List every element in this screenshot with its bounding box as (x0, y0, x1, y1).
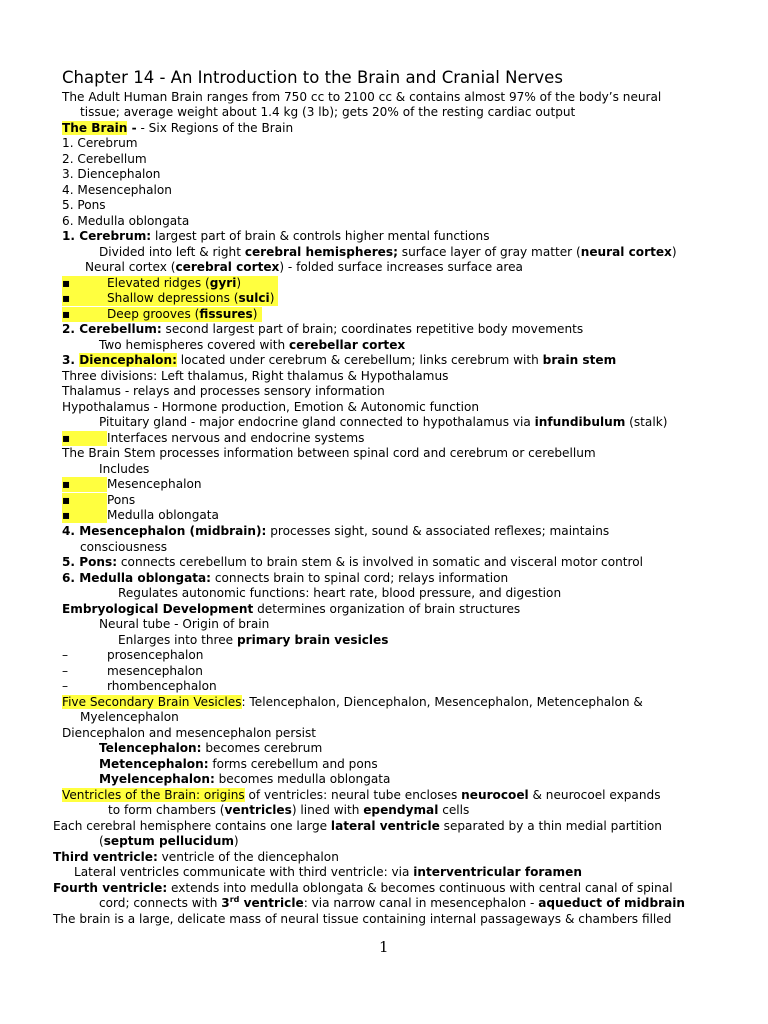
bold-term: ependymal (363, 803, 439, 817)
region-item: 6. Medulla oblongata (62, 214, 190, 228)
text-line: Three divisions: Left thalamus, Right thalamus & Hypothalamus (62, 369, 449, 383)
bold-term: primary brain vesicles (236, 633, 389, 647)
text-run: ventricle of the diencephalon (157, 850, 339, 864)
region-item: 4. Mesencephalon (62, 183, 172, 197)
text-run: extends into medulla oblongata & becomes continuous with central canal of spinal (167, 881, 673, 895)
bold-label: Fourth ventricle: (53, 881, 168, 895)
bold-term: cerebral hemispheres; (244, 245, 398, 259)
bold-term: sulci (238, 291, 270, 305)
text-run: Enlarges into three (118, 633, 237, 647)
bold-term: neurocoel (461, 788, 529, 802)
bold-label: 3. (62, 353, 80, 367)
bullet-icon: ▪ (62, 291, 71, 305)
third-ventricle-line (53, 850, 339, 865)
text-run: : Telencephalon, Diencephalon, Mesencephalon, Metencephalon & (241, 695, 643, 709)
text-run: Mesencephalon (107, 477, 202, 491)
text-run: second largest part of brain; coordinates repetitive body movements (161, 322, 584, 336)
text-line: Includes (99, 462, 150, 476)
text-run: cells (438, 803, 470, 817)
bold-term: interventricular foramen (413, 865, 582, 879)
ventricles-line-2 (108, 803, 469, 818)
text-run: ) (252, 307, 258, 321)
page-number: 1 (379, 938, 389, 956)
medulla-line (62, 571, 508, 586)
bold-term: aqueduct of midbrain (538, 896, 685, 910)
superscript: rd (229, 894, 240, 904)
dash-item (62, 664, 203, 679)
bullet-icon: ▪ (62, 431, 107, 446)
text-run: prosencephalon (107, 648, 204, 662)
text-run: surface layer of gray matter ( (397, 245, 581, 259)
text-run: - Six Regions of the Brain (136, 121, 294, 135)
page-title: Chapter 14 - An Introduction to the Brain and Cranial Nerves (62, 68, 563, 87)
text-run: Each cerebral hemisphere contains one large (53, 819, 331, 833)
text-run: determines organization of brain structures (253, 602, 521, 616)
septum-line (99, 834, 239, 849)
text-run: ) (269, 291, 275, 305)
text-run: mesencephalon (107, 664, 203, 678)
text-run: (stalk) (625, 415, 668, 429)
text-run: of ventricles: neural tube encloses (244, 788, 462, 802)
text-run: : via narrow canal in mesencephalon - (303, 896, 539, 910)
neural-cortex-line (85, 260, 523, 275)
text-run: ) (233, 834, 239, 848)
fourth-ventricle-line (53, 881, 704, 896)
text-line: consciousness (80, 540, 168, 554)
bullet-icon: ▪ (62, 276, 71, 290)
bold-term: cerebellar cortex (288, 338, 406, 352)
bold-term: brain stem (542, 353, 617, 367)
pons-line (62, 555, 643, 570)
text-run: Lateral ventricles communicate with third ventricle: via (74, 865, 414, 879)
text-run: Two hemispheres covered with (99, 338, 289, 352)
bold-label: 6. Medulla oblongata: (62, 571, 212, 585)
text-run: becomes cerebrum (201, 741, 323, 755)
bullet-icon: ▪ (62, 477, 107, 492)
text-line: Myelencephalon (80, 710, 179, 724)
bold-label: 5. Pons: (62, 555, 118, 569)
text-run: Neural cortex ( (85, 260, 176, 274)
bold-label: Metencephalon: (99, 757, 209, 771)
mesencephalon-line (62, 524, 704, 539)
text-run: located under cerebrum & cerebellum; links cerebrum with (176, 353, 543, 367)
text-run: Shallow depressions ( (107, 291, 239, 305)
bullet-item (62, 508, 219, 523)
pituitary-line (99, 415, 667, 430)
text-run: cord; connects with (99, 896, 222, 910)
text-run: & neurocoel expands (528, 788, 661, 802)
text-run: Elevated ridges ( (107, 276, 210, 290)
intro-line: The Adult Human Brain ranges from 750 cc to 2100 cc & contains almost 97% of the body’s neural (62, 90, 662, 104)
cerebellum-line (62, 322, 583, 337)
bold-term: ventricle (239, 896, 304, 910)
text-run: Divided into left & right (99, 245, 245, 259)
highlight-label: Five Secondary Brain Vesicles (62, 695, 242, 709)
dash-marker: – (62, 648, 69, 662)
bullet-item (62, 307, 262, 322)
dash-item (62, 679, 217, 694)
bold-term: gyri (209, 276, 237, 290)
bold-label: 4. Mesencephalon (midbrain): (62, 524, 267, 538)
text-line: Neural tube - Origin of brain (99, 617, 270, 631)
ventricles-line (62, 788, 704, 803)
text-run: Deep grooves ( (107, 307, 200, 321)
bold-term: cerebral cortex (175, 260, 280, 274)
region-item: 1. Cerebrum (62, 136, 138, 150)
text-run: ) (236, 276, 242, 290)
bullet-item (62, 291, 278, 306)
bold-label: 2. Cerebellum: (62, 322, 162, 336)
text-run: to form chambers ( (108, 803, 225, 817)
brain-heading (62, 121, 293, 136)
dash-item (62, 648, 203, 663)
text-run: connects brain to spinal cord; relays information (211, 571, 509, 585)
text-run: becomes medulla oblongata (214, 772, 391, 786)
text-line: Regulates autonomic functions: heart rate, blood pressure, and digestion (118, 586, 562, 600)
bullet-item (62, 276, 278, 291)
aqueduct-line (99, 896, 685, 911)
interventricular-line (74, 865, 582, 880)
text-run: connects cerebellum to brain stem & is involved in somatic and visceral motor control (117, 555, 643, 569)
highlight-label: Ventricles of the Brain: origins (62, 788, 245, 802)
text-run: ( (99, 834, 104, 848)
lateral-ventricle-line (53, 819, 704, 834)
region-item: 2. Cerebellum (62, 152, 147, 166)
cerebellar-cortex-line (99, 338, 405, 353)
hemispheres-line (99, 245, 677, 260)
bold-term: septum pellucidum (103, 834, 234, 848)
text-line: The Brain Stem processes information between spinal cord and cerebrum or cerebellum (62, 446, 596, 460)
bullet-item (62, 431, 364, 446)
highlight-label: Diencephalon: (79, 353, 177, 367)
diencephalon-line (62, 353, 616, 368)
bold-term: neural cortex (580, 245, 672, 259)
text-line: Hypothalamus - Hormone production, Emotion & Autonomic function (62, 400, 480, 414)
secondary-vesicles-line (62, 695, 704, 710)
bullet-icon: ▪ (62, 307, 71, 321)
bullet-icon: ▪ (62, 508, 107, 523)
text-line: Thalamus - relays and processes sensory information (62, 384, 385, 398)
text-run: rhombencephalon (107, 679, 217, 693)
highlight-label: The Brain (62, 121, 128, 135)
embryo-line (62, 602, 520, 617)
bold-label: 1. Cerebrum: (62, 229, 152, 243)
dash-marker: – (62, 679, 69, 693)
bold-label: Third ventricle: (53, 850, 158, 864)
text-run: Pituitary gland - major endocrine gland connected to hypothalamus via (99, 415, 535, 429)
text-run: forms cerebellum and pons (208, 757, 378, 771)
bullet-item (62, 477, 202, 492)
bold-term: 3 (221, 896, 230, 910)
text-run: ) lined with (291, 803, 364, 817)
dash-text: - (127, 121, 137, 135)
bold-label: Myelencephalon: (99, 772, 215, 786)
myelencephalon-line (99, 772, 390, 787)
bold-term: infundibulum (534, 415, 626, 429)
cerebrum-line (62, 229, 490, 244)
text-run: ) - folded surface increases surface area (279, 260, 523, 274)
text-run: Pons (107, 493, 136, 507)
text-run: Medulla oblongata (107, 508, 219, 522)
text-run: processes sight, sound & associated reflexes; maintains (266, 524, 610, 538)
text-run: separated by a thin medial partition (439, 819, 662, 833)
bold-term: ventricles (224, 803, 292, 817)
telencephalon-line (99, 741, 322, 756)
dash-marker: – (62, 664, 69, 678)
bullet-icon: ▪ (62, 493, 107, 508)
metencephalon-line (99, 757, 378, 772)
text-run: ) (671, 245, 677, 259)
bullet-item (62, 493, 135, 508)
enlarges-line (118, 633, 388, 648)
bold-term: lateral ventricle (330, 819, 440, 833)
intro-line: tissue; average weight about 1.4 kg (3 lb); gets 20% of the resting cardiac output (80, 105, 576, 119)
region-item: 5. Pons (62, 198, 106, 212)
text-run: Interfaces nervous and endocrine systems (107, 431, 365, 445)
region-item: 3. Diencephalon (62, 167, 161, 181)
bold-label: Telencephalon: (99, 741, 202, 755)
text-run: largest part of brain & controls higher mental functions (151, 229, 490, 243)
text-line: The brain is a large, delicate mass of neural tissue containing internal passageways & chambers filled (53, 912, 672, 926)
bold-term: fissures (199, 307, 253, 321)
bold-label: Embryological Development (62, 602, 254, 616)
text-line: Diencephalon and mesencephalon persist (62, 726, 317, 740)
